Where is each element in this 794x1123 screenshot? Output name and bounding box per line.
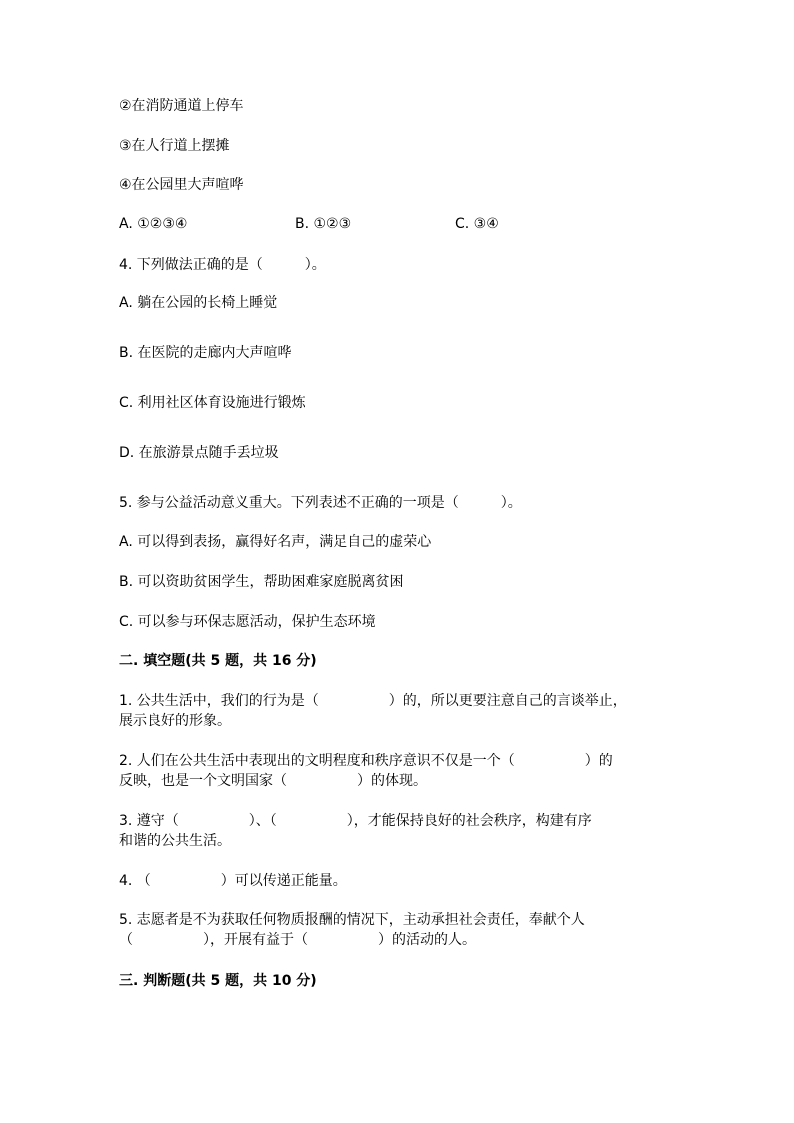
q3-item-4: ④在公园里大声喧哗 xyxy=(119,177,244,193)
q3-option-a: A. ①②③④ xyxy=(119,216,188,232)
s2-q3-line1: 3. 遵守（ ）、（ ），才能保持良好的社会秩序，构建有序 xyxy=(119,813,592,829)
s2-q1-line1: 1. 公共生活中，我们的行为是（ ）的，所以更要注意自己的言谈举止， xyxy=(119,693,627,709)
s2-q1-line2: 展示良好的形象。 xyxy=(119,713,231,729)
q3-item-2: ②在消防通道上停车 xyxy=(119,98,244,114)
s2-q2-line2: 反映，也是一个文明国家（ ）的体现。 xyxy=(119,773,427,789)
q4-option-a: A. 躺在公园的长椅上睡觉 xyxy=(119,295,278,311)
q5-stem: 5. 参与公益活动意义重大。下列表述不正确的一项是（ ）。 xyxy=(119,495,522,511)
section2-title: 二. 填空题(共 5 题，共 16 分) xyxy=(119,653,317,669)
q3-item-3: ③在人行道上摆摊 xyxy=(119,138,230,154)
q5-option-c: C. 可以参与环保志愿活动，保护生态环境 xyxy=(119,614,376,630)
s2-q2-line1: 2. 人们在公共生活中表现出的文明程度和秩序意识不仅是一个（ ）的 xyxy=(119,753,613,769)
q5-option-b: B. 可以资助贫困学生，帮助困难家庭脱离贫困 xyxy=(119,574,404,590)
q4-option-c: C. 利用社区体育设施进行锻炼 xyxy=(119,395,306,411)
q4-stem: 4. 下列做法正确的是（ ）。 xyxy=(119,257,326,273)
s2-q5-line2: （ ），开展有益于（ ）的活动的人。 xyxy=(119,932,476,948)
q4-option-d: D. 在旅游景点随手丢垃圾 xyxy=(119,445,279,461)
q3-option-b: B. ①②③ xyxy=(295,216,352,232)
q3-option-c: C. ③④ xyxy=(455,216,499,232)
s2-q5-line1: 5. 志愿者是不为获取任何物质报酬的情况下，主动承担社会责任，奉献个人 xyxy=(119,912,585,928)
s2-q3-line2: 和谐的公共生活。 xyxy=(119,833,231,849)
q5-option-a: A. 可以得到表扬，赢得好名声，满足自己的虚荣心 xyxy=(119,534,432,550)
section3-title: 三. 判断题(共 5 题，共 10 分) xyxy=(119,973,317,989)
s2-q4-line1: 4. （ ）可以传递正能量。 xyxy=(119,873,347,889)
q4-option-b: B. 在医院的走廊内大声喧哗 xyxy=(119,345,292,361)
